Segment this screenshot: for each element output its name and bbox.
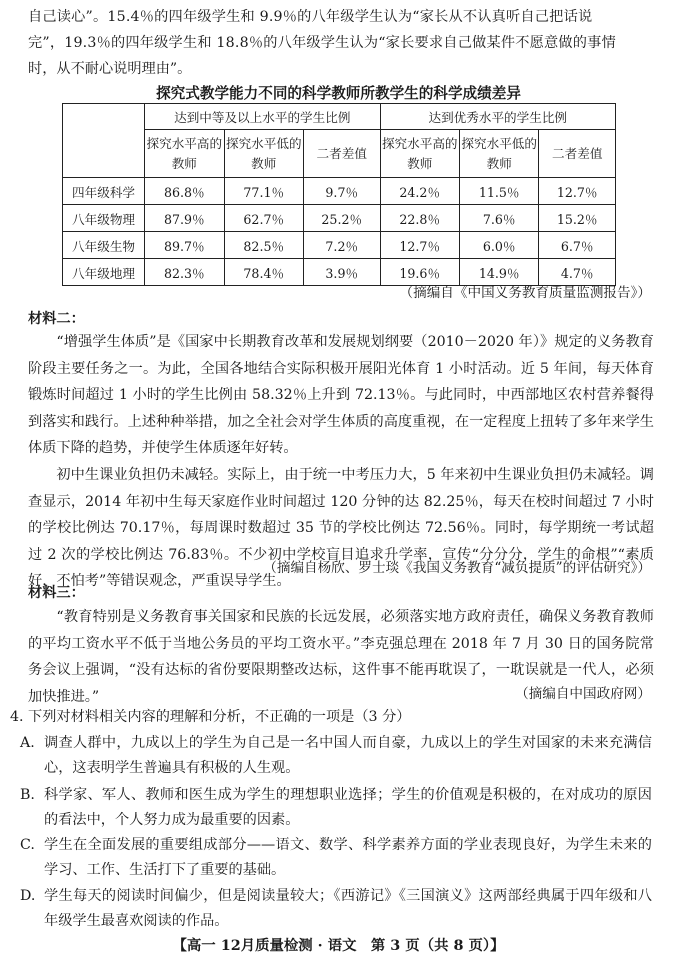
table-row xyxy=(63,232,616,259)
table-cell: 11.5％ xyxy=(459,178,538,205)
material-three-paragraph: “教育特别是义务教育事关国家和民族的长远发展，必须落实地方政府责任，确保义务教育教师的平均工资水平不低于当地公务员的平均工资水平。”李克强总理在 2018 年 7 月 30 日的国务院常务会议上强调，“没有达标的省份要限期整改达标，这件事不能再耽误了，一耽误就是一代人，必须加快推进。” xyxy=(28,609,654,705)
table-cell: 78.4％ xyxy=(224,259,303,286)
table-corner-cell xyxy=(63,104,145,178)
table-cell: 89.7％ xyxy=(145,232,224,259)
sub-header: 探究水平高的教师 xyxy=(145,130,224,178)
science-score-table xyxy=(62,103,616,286)
material-two-paragraph-1: “增强学生体质”是《国家中长期教育改革和发展规划纲要（2010－2020 年）》规定的义务教育阶段主要任务之一。为此，全国各地结合实际积极开展阳光体育 1 小时活动。近 5 年间，每天体育锻炼时间超过 1 小时的学生比例由 58.32％上升到 72.13％。与此同时，中西部地区农村营养餐得到落实和践行。上述种种举措，加之全社会对学生体质的高度重视，在一定程度上扭转了多年来学生体质下降的趋势，并使学生体质逐年好转。 xyxy=(28,334,654,457)
table-row xyxy=(63,205,616,232)
table-cell: 12.7％ xyxy=(380,232,459,259)
table-cell: 3.9％ xyxy=(303,259,380,286)
table-title: 探究式教学能力不同的科学教师所教学生的科学成绩差异 xyxy=(156,85,521,102)
option-c[interactable] xyxy=(20,833,652,883)
sub-header: 探究水平低的教师 xyxy=(224,130,303,178)
material-three-heading: 材料三： xyxy=(28,585,85,601)
row-label: 八年级生物 xyxy=(63,232,145,259)
table-cell: 82.3％ xyxy=(145,259,224,286)
option-a-label: A. xyxy=(20,735,35,751)
intro-line-3: 时，从不耐心说明理由”。 xyxy=(28,61,192,77)
table-cell: 12.7％ xyxy=(539,178,616,205)
intro-line-2: 完”，19.3％的四年级学生和 18.8％的八年级学生认为“家长要求自己做某件不愿意做的事情 xyxy=(28,35,616,51)
table-cell: 7.2％ xyxy=(303,232,380,259)
table-cell: 15.2％ xyxy=(539,205,616,232)
row-label: 四年级科学 xyxy=(63,178,145,205)
option-d[interactable] xyxy=(20,884,652,934)
sub-header: 二者差值 xyxy=(303,130,380,178)
option-c-label: C. xyxy=(20,837,35,853)
table-cell: 9.7％ xyxy=(303,178,380,205)
table-cell: 7.6％ xyxy=(459,205,538,232)
option-b[interactable] xyxy=(20,783,652,833)
option-d-label: D. xyxy=(20,888,36,904)
table-cell: 87.9％ xyxy=(145,205,224,232)
table-cell: 86.8％ xyxy=(145,178,224,205)
table-cell: 14.9％ xyxy=(459,259,538,286)
table-source: （摘编自《中国义务教育质量监测报告》） xyxy=(399,285,651,301)
option-a[interactable] xyxy=(20,731,652,781)
table-cell: 62.7％ xyxy=(224,205,303,232)
table-cell: 19.6％ xyxy=(380,259,459,286)
option-b-text: 科学家、军人、教师和医生成为学生的理想职业选择；学生的价值观是积极的，在对成功的原因的看法中，个人努力成为最重要的因素。 xyxy=(44,787,652,828)
intro-line-1: 自己读心”。15.4％的四年级学生和 9.9％的八年级学生认为“家长从不认真听自己把话说 xyxy=(28,9,593,25)
table-cell: 25.2％ xyxy=(303,205,380,232)
sub-header: 探究水平高的教师 xyxy=(380,130,459,178)
table-cell: 6.0％ xyxy=(459,232,538,259)
sub-header: 二者差值 xyxy=(539,130,616,178)
table-cell: 24.2％ xyxy=(380,178,459,205)
option-d-text: 学生每天的阅读时间偏少，但是阅读量较大；《西游记》《三国演义》这两部经典属于四年级和八年级学生最喜欢阅读的作品。 xyxy=(44,888,652,929)
group-header-medium: 达到中等及以上水平的学生比例 xyxy=(145,104,380,130)
material-two-source: （摘编自杨欣、罗士琰《我国义务教育“减负提质”的评估研究》） xyxy=(263,560,651,576)
table-cell: 22.8％ xyxy=(380,205,459,232)
option-b-label: B. xyxy=(20,787,35,803)
table-cell: 77.1％ xyxy=(224,178,303,205)
page-footer: 【高一 12月质量检测 · 语文 第 3 页（共 8 页）】 xyxy=(172,937,505,954)
table-cell: 82.5％ xyxy=(224,232,303,259)
row-label: 八年级物理 xyxy=(63,205,145,232)
material-three-source: （摘编自中国政府网） xyxy=(515,686,651,702)
sub-header: 探究水平低的教师 xyxy=(459,130,538,178)
group-header-excellent: 达到优秀水平的学生比例 xyxy=(380,104,616,130)
material-two-paragraph-2: 初中生课业负担仍未减轻。实际上，由于统一中考压力大，5 年来初中生课业负担仍未减轻。调查显示，2014 年初中生每天家庭作业时间超过 120 分钟的达 82.25％，每天在校时间超过 7 小时的学校比例达 70.17％，每周课时数超过 35 节的学校比例达 72.56％。同时，每学期统一考试超过 2 次的学校比例达 76.83％。不少初中学校盲目追求升学率，宣传“分分分，学生的命根”“素质好，不怕考”等错误观念，严重误导学生。 xyxy=(28,466,654,590)
row-label: 八年级地理 xyxy=(63,259,145,286)
option-c-text: 学生在全面发展的重要组成部分——语文、数学、科学素养方面的学业表现良好，为学生未来的学习、工作、生活打下了重要的基础。 xyxy=(44,837,652,878)
table-row xyxy=(63,178,616,205)
material-two-heading: 材料二： xyxy=(28,311,85,327)
table-cell: 6.7％ xyxy=(539,232,616,259)
table-cell: 4.7％ xyxy=(539,259,616,286)
option-a-text: 调查人群中，九成以上的学生为自己是一名中国人而自豪，九成以上的学生对国家的未来充满信心，这表明学生普遍具有积极的人生观。 xyxy=(44,735,652,776)
question-stem: 4. 下列对材料相关内容的理解和分析，不正确的一项是（3 分） xyxy=(10,709,411,725)
